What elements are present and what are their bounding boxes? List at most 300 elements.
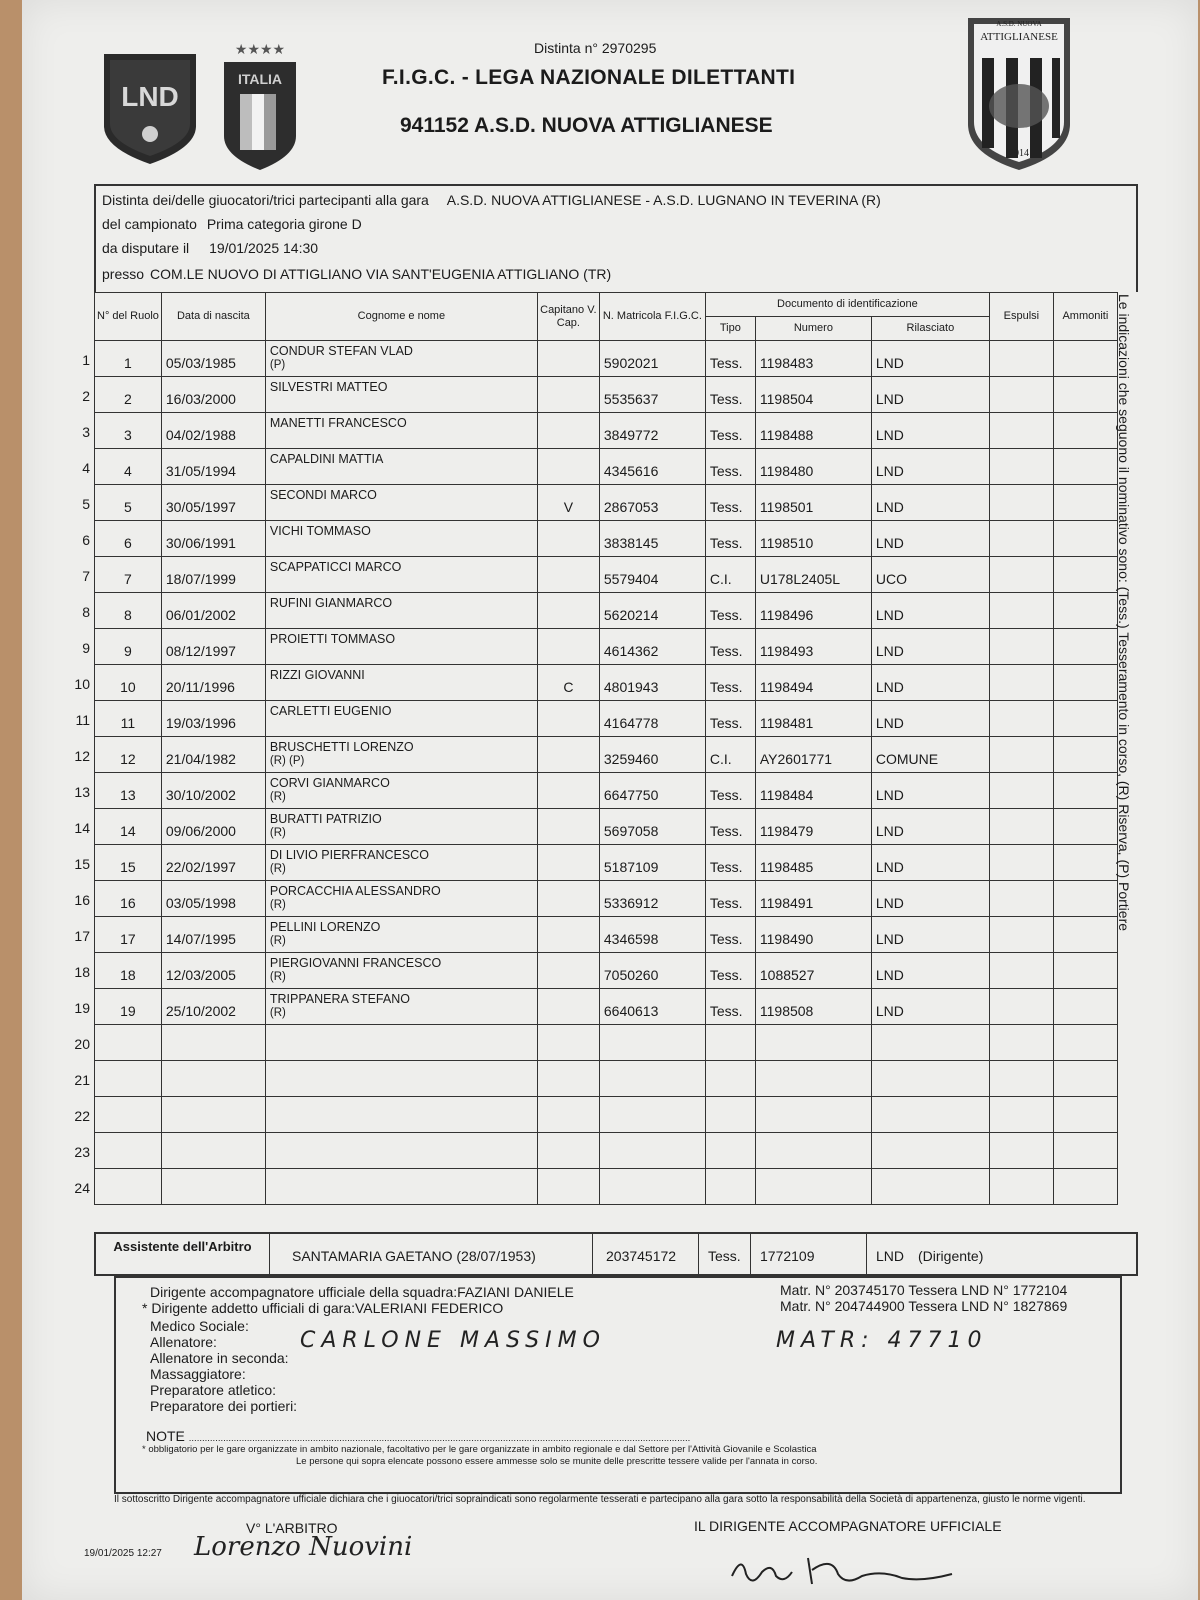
cell-tipo: Tess. <box>705 665 755 701</box>
cell-cap <box>537 989 599 1025</box>
matricola-2: Matr. N° 204744900 Tessera LND N° 1827869 <box>780 1298 1068 1314</box>
cell-nascita: 30/05/1997 <box>161 485 265 521</box>
cell-rilasciato <box>871 1133 989 1169</box>
player-name <box>265 485 537 521</box>
player-role-tag: (R) (P) <box>269 755 305 767</box>
cell-rilasciato: LND <box>871 953 989 989</box>
player-name <box>265 1025 537 1061</box>
player-name-text: SCAPPATICCI MARCO <box>269 560 402 574</box>
cell-cap <box>537 521 599 557</box>
player-name-text: PIERGIOVANNI FRANCESCO <box>269 956 442 970</box>
player-name <box>265 593 537 629</box>
cell-tipo <box>705 1169 755 1205</box>
player-role-tag: (R) <box>269 1007 286 1019</box>
row-number: 2 <box>82 388 90 404</box>
cell-cap <box>537 881 599 917</box>
cell-ruolo: 7 <box>95 557 162 593</box>
declaration-text: Il sottoscritto Dirigente accompagnatore ufficiale dichiara che i giuocatori/trici sopraindicati sono regolarmente tesserati e partecipano alla gara sotto la responsabilità della Società di appartenenza, giusto le norme vigenti. <box>114 1494 1086 1505</box>
officials-box <box>114 1276 1122 1494</box>
cell-rilasciato: LND <box>871 917 989 953</box>
assistant-matricola: 203745172 <box>606 1248 677 1264</box>
player-name-text: BURATTI PATRIZIO <box>269 812 382 826</box>
cell-rilasciato: COMUNE <box>871 737 989 773</box>
table-row <box>95 485 1118 521</box>
row-number: 1 <box>82 352 90 368</box>
table-row <box>95 881 1118 917</box>
preparatore-portieri: Preparatore dei portieri: <box>150 1398 298 1414</box>
cell-nascita: 04/02/1988 <box>161 413 265 449</box>
cell-rilasciato: LND <box>871 881 989 917</box>
cell-tipo: Tess. <box>705 845 755 881</box>
cell-ruolo: 10 <box>95 665 162 701</box>
cell-cap <box>537 593 599 629</box>
assistant-role: (Dirigente) <box>918 1248 984 1264</box>
player-role-tag: (R) <box>269 827 286 839</box>
player-role-tag: (R) <box>269 935 286 947</box>
cell-tipo: C.I. <box>705 557 755 593</box>
cell-rilasciato: LND <box>871 989 989 1025</box>
cell-rilasciato: LND <box>871 377 989 413</box>
row-number: 7 <box>82 568 90 584</box>
cell-matricola: 4345616 <box>599 449 705 485</box>
cell-tipo: Tess. <box>705 485 755 521</box>
cell-espulsi <box>989 629 1053 665</box>
cell-numero: 1198496 <box>755 593 871 629</box>
cell-espulsi <box>989 845 1053 881</box>
cell-cap <box>537 1025 599 1061</box>
cell-tipo: Tess. <box>705 701 755 737</box>
cell-ruolo: 14 <box>95 809 162 845</box>
championship-line: del campionato Prima categoria girone D <box>102 216 362 232</box>
cell-cap <box>537 1061 599 1097</box>
table-row <box>95 917 1118 953</box>
cell-tipo: Tess. <box>705 917 755 953</box>
cell-ruolo <box>95 1169 162 1205</box>
cell-nascita: 21/04/1982 <box>161 737 265 773</box>
cell-espulsi <box>989 737 1053 773</box>
arbitro-signature: Lorenzo Nuovini <box>194 1532 413 1562</box>
cell-tipo: Tess. <box>705 413 755 449</box>
table-row <box>95 773 1118 809</box>
player-name <box>265 1169 537 1205</box>
cell-espulsi <box>989 413 1053 449</box>
cell-tipo: Tess. <box>705 521 755 557</box>
player-name <box>265 1097 537 1133</box>
cell-ruolo: 16 <box>95 881 162 917</box>
dirigente-addetto: * Dirigente addetto ufficiali di gara:VALERIANI FEDERICO <box>142 1300 504 1316</box>
handwritten-coach: CARLONE MASSIMO <box>300 1328 606 1353</box>
cell-espulsi <box>989 917 1053 953</box>
medico-sociale: Medico Sociale: <box>150 1318 249 1334</box>
cell-tipo: Tess. <box>705 629 755 665</box>
cell-ammoniti <box>1053 773 1117 809</box>
cell-matricola: 5535637 <box>599 377 705 413</box>
cell-nascita: 19/03/1996 <box>161 701 265 737</box>
cell-ruolo: 6 <box>95 521 162 557</box>
cell-espulsi <box>989 377 1053 413</box>
cell-rilasciato <box>871 1025 989 1061</box>
header-nascita: Data di nascita <box>161 293 265 341</box>
cell-matricola: 5697058 <box>599 809 705 845</box>
cell-matricola: 5902021 <box>599 341 705 377</box>
player-role-tag: (R) <box>269 971 286 983</box>
player-role-tag: (R) <box>269 791 286 803</box>
cell-ruolo: 12 <box>95 737 162 773</box>
cell-espulsi <box>989 449 1053 485</box>
player-name-text: CORVI GIANMARCO <box>269 776 390 790</box>
cell-tipo <box>705 1097 755 1133</box>
cell-numero: 1198493 <box>755 629 871 665</box>
club-logo-text: ATTIGLIANESE <box>980 31 1058 43</box>
cell-rilasciato: LND <box>871 809 989 845</box>
cell-cap <box>537 449 599 485</box>
cell-ammoniti <box>1053 1061 1117 1097</box>
cell-matricola: 5620214 <box>599 593 705 629</box>
player-name <box>265 917 537 953</box>
cell-numero: 1198504 <box>755 377 871 413</box>
cell-nascita: 12/03/2005 <box>161 953 265 989</box>
header-matricola: N. Matricola F.I.G.C. <box>599 293 705 341</box>
arbitro-label: V° L'ARBITRO <box>246 1520 338 1536</box>
cell-ammoniti <box>1053 413 1117 449</box>
player-name-text: RIZZI GIOVANNI <box>269 668 365 682</box>
cell-numero <box>755 1025 871 1061</box>
timestamp: 19/01/2025 12:27 <box>84 1548 162 1559</box>
cell-matricola: 6640613 <box>599 989 705 1025</box>
header-rilasciato: Rilasciato <box>871 317 989 341</box>
cell-matricola: 5579404 <box>599 557 705 593</box>
player-name-text: TRIPPANERA STEFANO <box>269 992 410 1006</box>
cell-nascita: 31/05/1994 <box>161 449 265 485</box>
cell-matricola: 7050260 <box>599 953 705 989</box>
cell-ammoniti <box>1053 1169 1117 1205</box>
row-number: 19 <box>74 1000 90 1016</box>
distinta-number: Distinta n° 2970295 <box>534 40 657 56</box>
cell-cap <box>537 341 599 377</box>
championship-value: Prima categoria girone D <box>206 216 362 232</box>
player-name <box>265 629 537 665</box>
cell-tipo: Tess. <box>705 773 755 809</box>
cell-espulsi <box>989 1061 1053 1097</box>
table-row <box>95 701 1118 737</box>
row-number: 15 <box>74 856 90 872</box>
cell-nascita: 16/03/2000 <box>161 377 265 413</box>
attiglianese-logo <box>964 14 1074 172</box>
cell-nascita: 30/06/1991 <box>161 521 265 557</box>
dirigente-label: IL DIRIGENTE ACCOMPAGNATORE UFFICIALE <box>694 1518 1002 1534</box>
cell-tipo: Tess. <box>705 881 755 917</box>
cell-nascita <box>161 1133 265 1169</box>
cell-ammoniti <box>1053 593 1117 629</box>
cell-cap <box>537 737 599 773</box>
cell-cap <box>537 413 599 449</box>
cell-ruolo <box>95 1133 162 1169</box>
row-number: 4 <box>82 460 90 476</box>
cell-nascita: 30/10/2002 <box>161 773 265 809</box>
cell-numero <box>755 1169 871 1205</box>
cell-cap <box>537 953 599 989</box>
table-row <box>95 1025 1118 1061</box>
cell-ammoniti <box>1053 845 1117 881</box>
cell-ruolo: 1 <box>95 341 162 377</box>
cell-tipo <box>705 1133 755 1169</box>
cell-espulsi <box>989 701 1053 737</box>
player-role-tag: (R) <box>269 863 286 875</box>
cell-numero: 1198501 <box>755 485 871 521</box>
cell-numero: 1198508 <box>755 989 871 1025</box>
table-row <box>95 665 1118 701</box>
row-number: 3 <box>82 424 90 440</box>
cell-cap <box>537 629 599 665</box>
cell-cap <box>537 1097 599 1133</box>
player-name <box>265 341 537 377</box>
side-legend: Le indicazioni che seguono il nominativo sono: (Tess.) Tesseramento in corso, (R) Riserva, (P) Portiere <box>1116 294 1132 932</box>
cell-ammoniti <box>1053 701 1117 737</box>
massaggiatore: Massaggiatore: <box>150 1366 246 1382</box>
cell-ruolo <box>95 1097 162 1133</box>
row-number: 23 <box>74 1144 90 1160</box>
cell-ruolo <box>95 1061 162 1097</box>
cell-tipo <box>705 1025 755 1061</box>
cell-rilasciato: LND <box>871 845 989 881</box>
cell-tipo: C.I. <box>705 737 755 773</box>
assistant-rilasciato: LND <box>876 1248 905 1264</box>
cell-nascita: 05/03/1985 <box>161 341 265 377</box>
cell-matricola: 5336912 <box>599 881 705 917</box>
cell-nascita <box>161 1025 265 1061</box>
player-name-text: CARLETTI EUGENIO <box>269 704 392 718</box>
assistant-row <box>94 1232 1138 1276</box>
assistant-name: SANTAMARIA GAETANO (28/07/1953) <box>292 1248 536 1264</box>
cell-cap <box>537 1169 599 1205</box>
cell-rilasciato: LND <box>871 449 989 485</box>
cell-nascita <box>161 1061 265 1097</box>
header-tipo: Tipo <box>705 317 755 341</box>
row-number: 14 <box>74 820 90 836</box>
cell-matricola <box>599 1097 705 1133</box>
cell-numero: 1198485 <box>755 845 871 881</box>
row-number: 10 <box>74 676 90 692</box>
table-row <box>95 593 1118 629</box>
cell-cap <box>537 377 599 413</box>
cell-ammoniti <box>1053 737 1117 773</box>
date-line: da disputare il 19/01/2025 14:30 <box>102 240 319 256</box>
cell-ammoniti <box>1053 1097 1117 1133</box>
table-row <box>95 629 1118 665</box>
header-documento: Documento di identificazione <box>705 293 989 317</box>
note-label: NOTE <box>146 1428 185 1444</box>
cell-tipo: Tess. <box>705 341 755 377</box>
cell-espulsi <box>989 593 1053 629</box>
cell-numero: 1198483 <box>755 341 871 377</box>
cell-espulsi <box>989 989 1053 1025</box>
distinta-sheet <box>22 0 1198 1600</box>
cell-tipo: Tess. <box>705 449 755 485</box>
player-name <box>265 737 537 773</box>
cell-ammoniti <box>1053 917 1117 953</box>
header-espulsi: Espulsi <box>989 293 1053 341</box>
assistant-label: Assistente dell'Arbitro <box>96 1234 270 1274</box>
cell-ammoniti <box>1053 341 1117 377</box>
cell-rilasciato <box>871 1169 989 1205</box>
table-row <box>95 1061 1118 1097</box>
cell-matricola: 5187109 <box>599 845 705 881</box>
table-row <box>95 809 1118 845</box>
cell-matricola: 3259460 <box>599 737 705 773</box>
player-name-text: MANETTI FRANCESCO <box>269 416 407 430</box>
cell-ruolo <box>95 1025 162 1061</box>
player-name-text: PELLINI LORENZO <box>269 920 381 934</box>
table-row <box>95 989 1118 1025</box>
cell-ammoniti <box>1053 485 1117 521</box>
date-value: 19/01/2025 14:30 <box>209 240 319 256</box>
cell-ruolo: 8 <box>95 593 162 629</box>
cell-espulsi <box>989 953 1053 989</box>
cell-rilasciato: LND <box>871 485 989 521</box>
row-number: 24 <box>74 1180 90 1196</box>
header-nome: Cognome e nome <box>265 293 537 341</box>
cell-ammoniti <box>1053 629 1117 665</box>
lnd-logo <box>98 48 202 168</box>
row-number: 6 <box>82 532 90 548</box>
cell-ruolo: 4 <box>95 449 162 485</box>
cell-ammoniti <box>1053 1133 1117 1169</box>
player-name <box>265 1133 537 1169</box>
table-row <box>95 1097 1118 1133</box>
player-name <box>265 701 537 737</box>
cell-nascita: 06/01/2002 <box>161 593 265 629</box>
match-info-box <box>94 184 1138 292</box>
cell-tipo: Tess. <box>705 809 755 845</box>
matricola-1: Matr. N° 203745170 Tessera LND N° 1772104 <box>780 1282 1068 1298</box>
allenatore-seconda: Allenatore in seconda: <box>150 1350 289 1366</box>
player-name <box>265 1061 537 1097</box>
cell-cap <box>537 845 599 881</box>
row-number: 9 <box>82 640 90 656</box>
cell-tipo: Tess. <box>705 593 755 629</box>
cell-numero <box>755 1133 871 1169</box>
cell-ammoniti <box>1053 809 1117 845</box>
players-table <box>94 292 1118 1205</box>
cell-ammoniti <box>1053 377 1117 413</box>
cell-cap <box>537 917 599 953</box>
italia-logo <box>218 40 302 172</box>
cell-numero: 1198484 <box>755 773 871 809</box>
cell-cap <box>537 701 599 737</box>
table-row <box>95 1133 1118 1169</box>
player-name-text: PORCACCHIA ALESSANDRO <box>269 884 441 898</box>
player-name <box>265 665 537 701</box>
handwritten-matricola: MATR: 47710 <box>776 1328 988 1353</box>
cell-numero: 1198490 <box>755 917 871 953</box>
player-name-text: DI LIVIO PIERFRANCESCO <box>269 848 429 862</box>
player-name-text: SILVESTRI MATTEO <box>269 380 388 394</box>
header-numero: Numero <box>755 317 871 341</box>
cell-ammoniti <box>1053 449 1117 485</box>
match-line: Distinta dei/delle giuocatori/trici partecipanti alla gara A.S.D. NUOVA ATTIGLIANESE - A.S.D. LUGNANO IN TEVERINA (R) <box>102 192 881 208</box>
cell-espulsi <box>989 557 1053 593</box>
cell-ruolo: 18 <box>95 953 162 989</box>
player-name <box>265 377 537 413</box>
cell-matricola <box>599 1025 705 1061</box>
cell-tipo: Tess. <box>705 989 755 1025</box>
cell-espulsi <box>989 341 1053 377</box>
cell-matricola: 4164778 <box>599 701 705 737</box>
cell-rilasciato: LND <box>871 341 989 377</box>
cell-ammoniti <box>1053 989 1117 1025</box>
cell-rilasciato <box>871 1097 989 1133</box>
player-name-text: BRUSCHETTI LORENZO <box>269 740 414 754</box>
cell-espulsi <box>989 1169 1053 1205</box>
cell-espulsi <box>989 485 1053 521</box>
cell-ruolo: 11 <box>95 701 162 737</box>
cell-ammoniti <box>1053 557 1117 593</box>
cell-cap <box>537 809 599 845</box>
row-number: 20 <box>74 1036 90 1052</box>
table-row <box>95 737 1118 773</box>
cell-matricola: 4614362 <box>599 629 705 665</box>
document-title: F.I.G.C. - LEGA NAZIONALE DILETTANTI <box>382 66 796 89</box>
cell-nascita: 18/07/1999 <box>161 557 265 593</box>
cell-cap: V <box>537 485 599 521</box>
cell-numero <box>755 1097 871 1133</box>
cell-numero: 1198488 <box>755 413 871 449</box>
cell-cap <box>537 773 599 809</box>
row-number: 13 <box>74 784 90 800</box>
player-name-text: VICHI TOMMASO <box>269 524 371 538</box>
cell-rilasciato: LND <box>871 593 989 629</box>
cell-espulsi <box>989 1133 1053 1169</box>
cell-espulsi <box>989 1097 1053 1133</box>
player-name-text: CONDUR STEFAN VLAD <box>269 344 413 358</box>
cell-numero <box>755 1061 871 1097</box>
cell-nascita: 14/07/1995 <box>161 917 265 953</box>
player-name-text: SECONDI MARCO <box>269 488 377 502</box>
cell-rilasciato: LND <box>871 629 989 665</box>
cell-nascita: 08/12/1997 <box>161 629 265 665</box>
header-capitano: Capitano V. Cap. <box>537 293 599 341</box>
cell-matricola: 3838145 <box>599 521 705 557</box>
cell-numero: 1198479 <box>755 809 871 845</box>
player-name <box>265 557 537 593</box>
footnote-2: Le persone qui sopra elencate possono essere ammesse solo se munite delle prescritte tessere valide per l'annata in corso. <box>296 1456 818 1467</box>
cell-nascita <box>161 1097 265 1133</box>
cell-matricola <box>599 1169 705 1205</box>
cell-tipo <box>705 1061 755 1097</box>
club-title: 941152 A.S.D. NUOVA ATTIGLIANESE <box>400 114 773 137</box>
cell-matricola: 2867053 <box>599 485 705 521</box>
player-name-text: PROIETTI TOMMASO <box>269 632 396 646</box>
cell-ammoniti <box>1053 1025 1117 1061</box>
venue-line: presso COM.LE NUOVO DI ATTIGLIANO VIA SANT'EUGENIA ATTIGLIANO (TR) <box>102 266 612 282</box>
cell-tipo: Tess. <box>705 377 755 413</box>
cell-numero: 1088527 <box>755 953 871 989</box>
cell-matricola <box>599 1061 705 1097</box>
cell-numero: 1198510 <box>755 521 871 557</box>
cell-rilasciato <box>871 1061 989 1097</box>
allenatore: Allenatore: <box>150 1334 217 1350</box>
cell-ruolo: 9 <box>95 629 162 665</box>
italia-logo-text: ITALIA <box>237 71 283 87</box>
table-row <box>95 521 1118 557</box>
club-logo-text-top: A.S.D. NUOVA <box>996 20 1042 28</box>
row-number: 11 <box>75 712 90 728</box>
player-role-tag: (P) <box>269 359 286 371</box>
cell-ammoniti <box>1053 881 1117 917</box>
cell-ruolo: 2 <box>95 377 162 413</box>
cell-nascita <box>161 1169 265 1205</box>
cell-numero: 1198480 <box>755 449 871 485</box>
